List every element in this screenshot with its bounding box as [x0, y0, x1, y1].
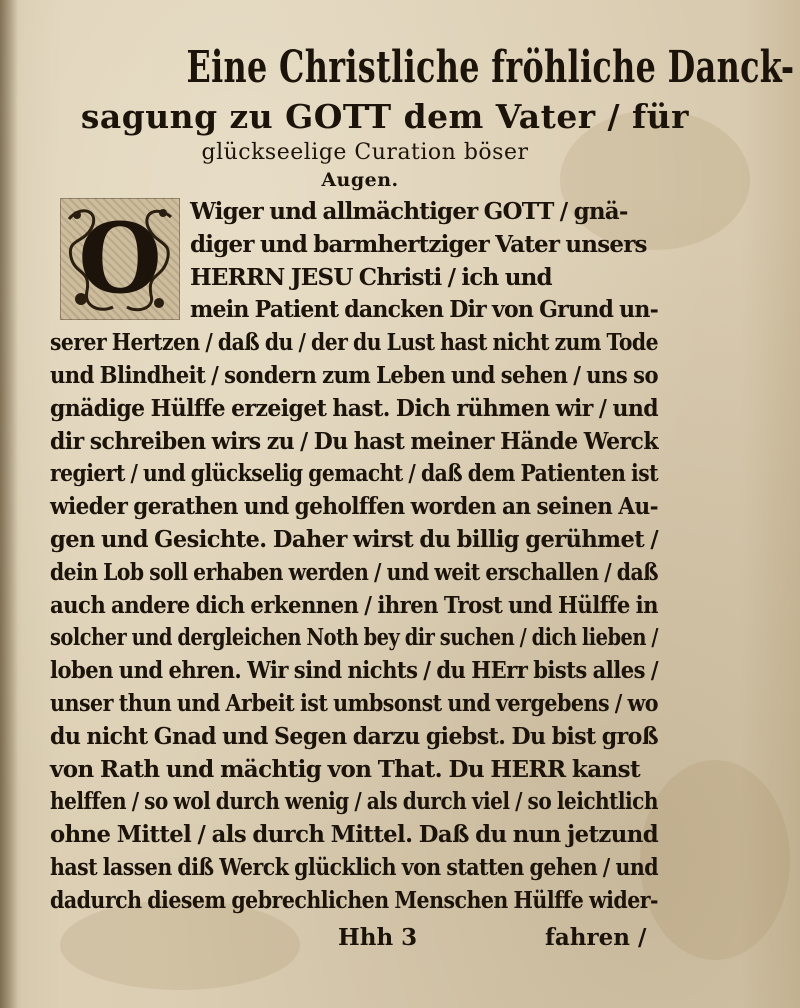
text-line: Wiger und allmächtiger GOTT / gnä- [190, 198, 628, 225]
text-line: hast lassen diß Werck glücklich von statten gehen / und [50, 853, 659, 881]
text-line: auch andere dich erkennen / ihren Trost und Hülffe in [50, 591, 658, 619]
text-line: mein Patient dancken Dir von Grund un- [190, 296, 658, 324]
text-line: gnädige Hülffe erzeiget hast. Dich rühmen wir / und [50, 394, 658, 422]
text-line: loben und ehren. Wir sind nichts / du HErr bists alles / [50, 657, 658, 685]
decorated-initial [60, 198, 180, 320]
text-line: ohne Mittel / als durch Mittel. Daß du nun jetzund [50, 821, 659, 849]
text-line: regiert / und glückselig gemacht / daß dem Patienten ist [50, 460, 658, 488]
initial-letter: O [78, 202, 162, 315]
gutter-shadow [0, 0, 18, 1008]
text-line: gen und Gesichte. Daher wirst du billig gerühmet / [50, 525, 659, 553]
text-line: wieder gerathen und geholffen worden an seinen Au- [50, 493, 658, 521]
title-line-1: Eine Christliche fröhliche Danck- [186, 42, 795, 93]
text-block [50, 40, 795, 956]
text-line: dein Lob soll erhaben werden / und weit erschallen / daß [50, 558, 659, 586]
title-line-3: glückseelige Curation böser [201, 140, 529, 165]
text-line: unser thun und Arbeit ist umbsonst und vergebens / wo [50, 689, 659, 717]
title-line-2: sagung zu GOTT dem Vater / für [80, 97, 689, 136]
page-footer [50, 920, 660, 956]
text-line: und Blindheit / sondern zum Leben und sehen / uns so [50, 361, 658, 389]
paper-stain [640, 760, 790, 960]
text-line: helffen / so wol durch wenig / als durch viel / so leichtlich [50, 788, 658, 816]
text-line: du nicht Gnad und Segen darzu giebst. Du bist groß [50, 722, 658, 750]
signature-mark: Hhh 3 [338, 923, 418, 951]
title-line-4: Augen. [321, 169, 399, 191]
text-line: von Rath und mächtig von That. Du HERR kanst [50, 755, 641, 783]
text-line: dadurch diesem gebrechlichen Menschen Hülffe wider- [50, 886, 659, 914]
text-line: diger und barmhertziger Vater unsers [190, 230, 647, 258]
text-line: dir schreiben wirs zu / Du hast meiner Hände Werck [50, 427, 658, 455]
text-line: HERRN JESU Christi / ich und [190, 263, 552, 291]
catchword: fahren / [545, 923, 647, 951]
text-line: solcher und dergleichen Noth bey dir suchen / dich lieben / [50, 624, 658, 652]
text-line: serer Hertzen / daß du / der du Lust hast nicht zum Tode [50, 329, 658, 357]
body-text [50, 196, 660, 956]
